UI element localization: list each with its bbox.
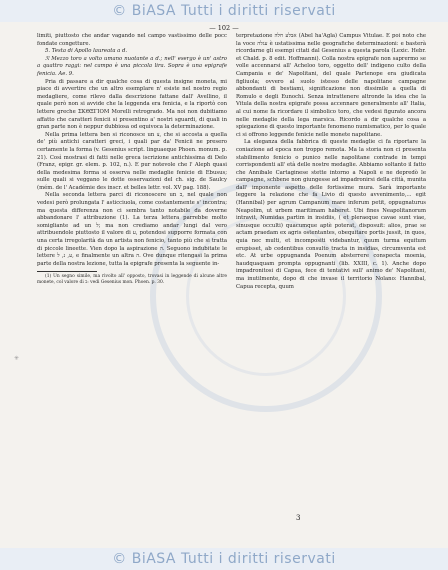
paragraph: limiti, piuttosto che andar vagando nel campo vastissimo delle pocc fondate congetture. [37,33,227,47]
watermark-text-top: © BiASA Tutti i diritti riservati [112,3,336,19]
coin-description: ℛ Mezzo toro a volto umano nuotante a d.; nell' esergo è un' astro a quattro raggi: nel campo è una piccola lira. Sopra è una epigrafe fenicia. Ae. 9. [37,55,227,77]
footnote: (1) Un segno simile, ma rivolto all' opposto, trovasi in leggende di alcune altre monete, col valore di ב: vedi Gesenius mon. Phoen. p. 30. [37,274,227,286]
right-column [236,33,426,291]
paragraph: Nella seconda lettera parci di riconoscere un ב, nel quale non vedesi però prolungata l' asticciuola, come costantemente s' incontra; ma questa differenza non ci sembra tanto notabile da doverne abbandonare l' attribuzione (1). La terza lettera parrebbe molto somigliante ad un ל; ma non crediamo andar lungi dal vero attribuendole piuttosto il valore di ע, potendosi supporre formata con una certa irregolarità da un artista non fenicio, tanto più che si tratta di piccole lineette. Vien dopo la aspirazione ה. Seguono indubitate le lettere ע, נ, ל, e finalmente un altra ה. Ove dunque ritengasi la prima parte della nostra lezione, tutta la epigrafe presenta la seguente in- [37,192,228,267]
paragraph: Nella prima lettera ben si riconosce un צ, che si accosta a quella de' più antichi caratteri greci, i quali par da' Fenicii ne presero certamente la forma (v. Gesenius script. linguaeque Phoen. monum. p. 21). Così mostrasi di fatti nelle greca iscrizione antichissima di Delo (Franz, epigr. gr. elem. p. 102, n.). E pur notevole che l' Aleph quasi della medesima forma si osserva nelle medaglie fenicie di Ebusus; sulle quali si veggano le dotte osservazioni del ch. sig. de Saulcy (mém. de l' Académie des inscr. et belles lettr. vol. XV pag. 188). [37,131,227,191]
page-number: — 102 — [209,24,239,32]
edge-mark: ✳ [14,355,20,362]
watermark-banner-bottom [0,548,448,570]
coin-heading: 5. Testa di Apollo laureata a d. [45,48,128,55]
signature-mark: 3 [296,514,301,522]
footnote-rule [37,271,97,272]
left-column [37,33,227,286]
paragraph: terpretazione אבלע חלה (Abel ha'Agla) Campus Vitulae. E poi noto che la voce עגלה è ustatissima nelle geografiche determinazioni: e basterà ricordarne gli esempi citati dal Gesenius a questa parola (Lexic. Hebr. et Chald. p. 8 edit. Hoffmanni). Colla nostra epigrafe non saprermo se volle accennarsi all' Acheloo toro, oggetto dell' indigeno culto della Campania e de' Napolitani, del quale Partenope era giudicata figliuola; ovvero al suolo istesso delle napolitane campagne abbondanti di bestiami, significazione non dissimile a quella di Romulo e degli Eunochi. Senza intrattenere altronde la idea che la Vitula della nostra epigrafe possa accennare generalmente all' Italia, al cui nome fa ricordare il simbolico toro, che vedesi figurato ancora nelle medaglie della lega marsica. Ricordo a dir qualche cosa a spiegazione di questo importante fenomeno numismatico, per lo quale ci si offrono leggende fenicie nelle monete napolitane. [236,33,426,138]
watermark-text-bottom: © BiASA Tutti i diritti riservati [112,551,336,567]
paragraph: La eleganza della fabbrica di queste medaglie ci fa riportare la coniazione ad epoca non troppo remota. Ma la storia non ci presenta stabilimento fenicio o punico nelle napolitane contrade in tempi corrispondenti all' età delle nostre medaglie. Abbiamo soltanto il fatto che Annibale Cartaginese stette intorno a Napoli e ne depredò le campagne, schbene non giungesse ad impadronirsi della città, munita dall' imponente aspetto delle fortissime mura. Sarà importante leggere la relazione che fa Livio di questo avvenimento,... egit (Hannibal) per agrum Campanum mare inferum petit, oppugnaturus Neapolim, ut urbem maritimam haberet. Ubi fines Neapolitanorum intravit, Numidas partim in insidiis, ( et pleraeque cavae sunt viae, sinusque occulti) quacumque aptè poterat, disposuit: alios, prae se actam praedam ex agris ostentantes, obequitare portis jussit, in quos, quia nec multi, et incompositi videbantur, quum turma equitum erupisset, ab cedentibus consulto tracta in insidias, circumventa est etc. At urbe oppugnanda Poenum absterrere conspecta moenia, haudquaquam prompta oppugnanti (lib. XXIII, c. 1). Anche dopo impadronitosi di Capua, fece di tentativi sull' animo de' Napolitani, ma inutilmente, dopo di che invase il territorio Nolano: Hannibal, Capua recepta, quum [236,139,426,290]
paragraph: Pria di passare a dir qualche cosa di questa insigne moneta, mi piace di avvertire che un altro esemplare n' esiste nel nostro regio medagliere, come rilevo dalla descrizione fattane dall' Avellino, il quale però non si avvide che la leggenda era fenicia, e la riportò con lettere greche ΣΚΘΞΓΙΟΜ Morelli retrogrado. Ma noi non dubitiamo affatto che caratteri fenicii si presentino a' nostri sguardi, di quali in gran parte non è neppur dubbiosa od equivoca la determinazione. [37,78,227,131]
watermark-banner-top [0,0,448,22]
